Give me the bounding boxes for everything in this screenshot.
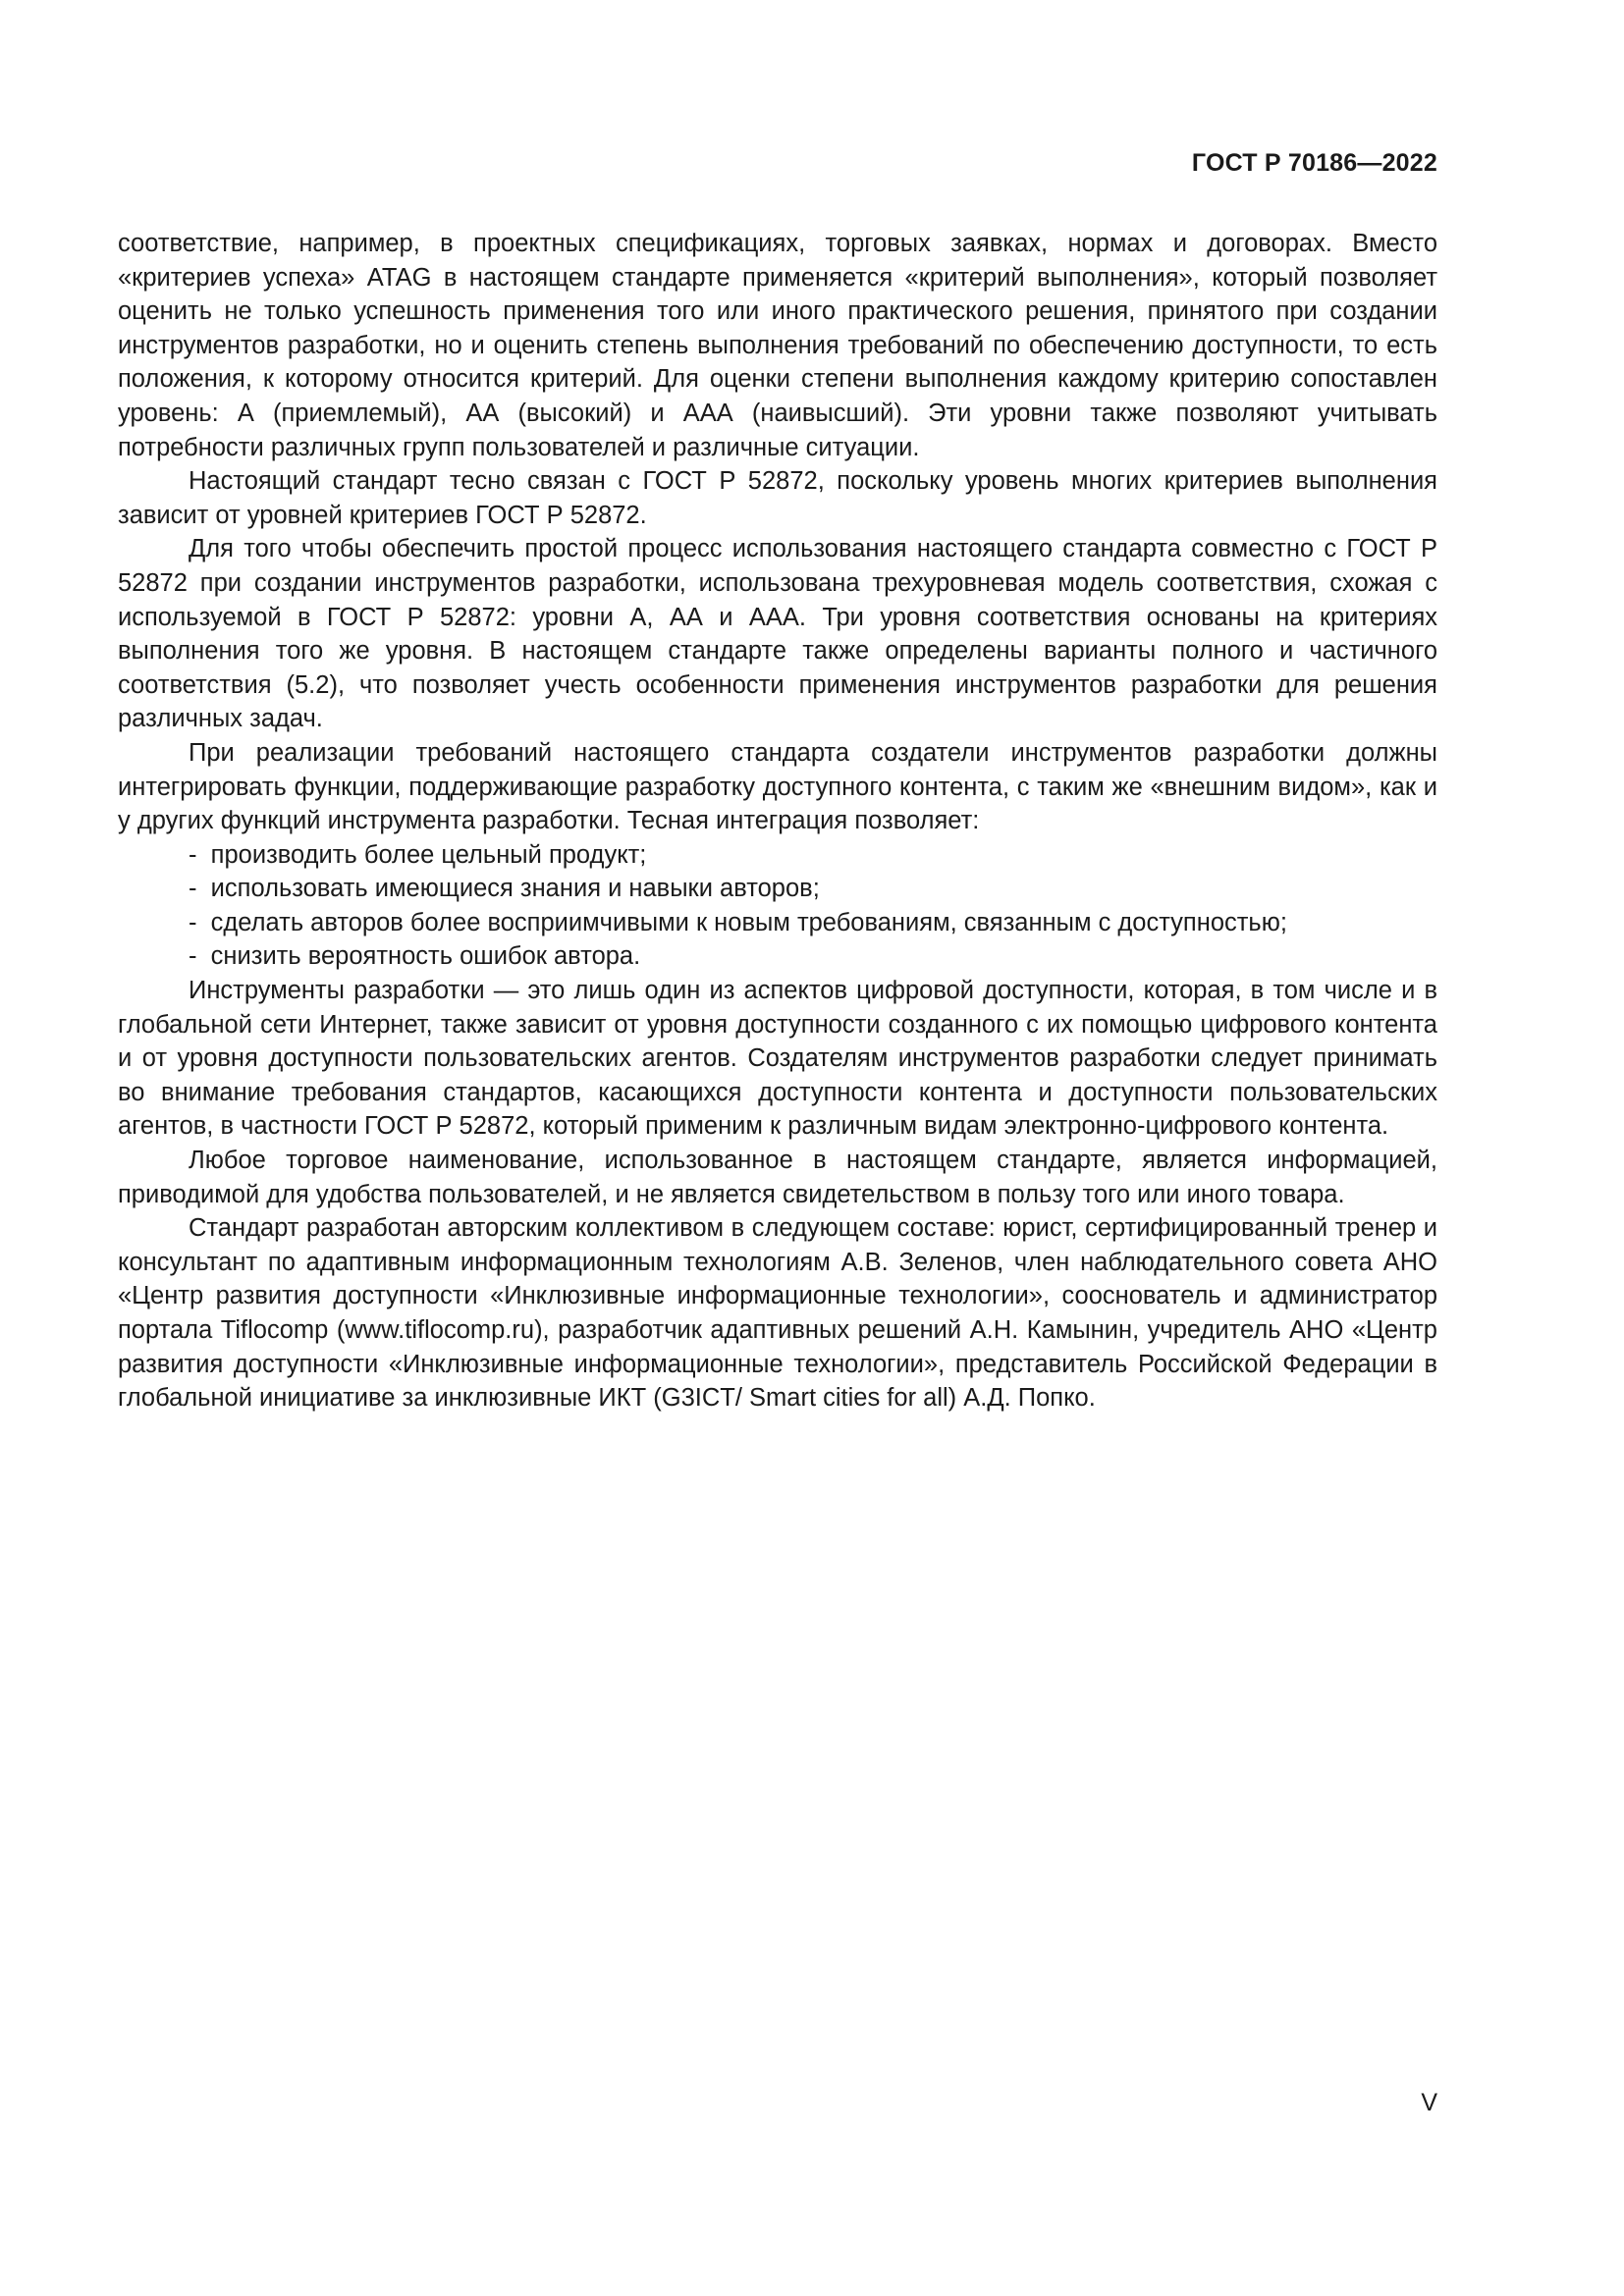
paragraph-authors: Стандарт разработан авторским коллективом в следующем составе: юрист, сертифицированный тренер и консультант по адаптивным информационным технологиям А.В. Зеленов, член наблюдательного совета АНО «Центр развития доступности «Инклюзивные информационные технологии», сооснователь и администратор портала Tiflocomp (www.tiflocomp.ru), разработчик адаптивных решений А.Н. Камынин, учредитель АНО «Центр развития доступности «Инклюзивные информационные технологии», представитель Российской Федерации в глобальной инициативе за инклюзивные ИКТ (G3ICT/ Smart cities for all) А.Д. Попко. (118, 1214, 1437, 1413)
list-item: - использовать имеющиеся знания и навыки авторов; (189, 872, 1437, 906)
paragraph-conformance-model: Для того чтобы обеспечить простой процесс использования настоящего стандарта совместно с ГОСТ Р 52872 при создании инструментов разработки, использована трехуровневая модель соответствия, схожая с используемой в ГОСТ Р 52872: уровни А, АА и ААА. Три уровня соответствия основаны на критериях выполнения того же уровня. В настоящем стандарте также определены варианты полного и частичного соответствия (5.2), что позволяет учесть особенности применения инструментов разработки для решения различных задач. (118, 535, 1437, 733)
page-number: V (1421, 2089, 1437, 2116)
list-item: - производить более цельный продукт; (189, 838, 1437, 873)
list-item: - снизить вероятность ошибок автора. (189, 939, 1437, 974)
paragraph-trade-names: Любое торговое наименование, использованное в настоящем стандарте, является информацией, приводимой для удобства пользователей, и не является свидетельством в пользу того или иного товара. (118, 1147, 1437, 1208)
paragraph-digital-accessibility: Инструменты разработки — это лишь один из аспектов цифровой доступности, которая, в том числе и в глобальной сети Интернет, также зависит от уровня доступности созданного с их помощью цифрового контента и от уровня доступности пользовательских агентов. Создателям инструментов разработки следует принимать во внимание требования стандартов, касающихся доступности контента и доступности пользовательских агентов, в частности ГОСТ Р 52872, который применим к различным видам электронно-цифрового контента. (118, 977, 1437, 1141)
integration-benefits-list (118, 838, 1437, 974)
paragraph-continuation: соответствие, например, в проектных спецификациях, торговых заявках, нормах и договорах. Вместо «критериев успеха» ATAG в настоящем стандарте применяется «критерий выполнения», который позволяет оценить не только успешность применения того или иного практического решения, принятого при создании инструментов разработки, но и оценить степень выполнения требований по обеспечению доступности, то есть положения, к которому относится критерий. Для оценки степени выполнения каждому критерию сопоставлен уровень: А (приемлемый), АА (высокий) и ААА (наивысший). Эти уровни также позволяют учитывать потребности различных групп пользователей и различные ситуации. (118, 230, 1437, 461)
list-item: - сделать авторов более восприимчивыми к новым требованиям, связанным с доступностью; (189, 906, 1437, 940)
paragraph-relation-to-52872: Настоящий стандарт тесно связан с ГОСТ Р 52872, поскольку уровень многих критериев выполнения зависит от уровней критериев ГОСТ Р 52872. (118, 467, 1437, 529)
document-header-id: ГОСТ Р 70186—2022 (1191, 149, 1437, 177)
document-body (118, 227, 1437, 1415)
paragraph-integration: При реализации требований настоящего стандарта создатели инструментов разработки должны интегрировать функции, поддерживающие разработку доступного контента, с таким же «внешним видом», как и у других функций инструмента разработки. Тесная интеграция позволяет: (118, 738, 1437, 835)
